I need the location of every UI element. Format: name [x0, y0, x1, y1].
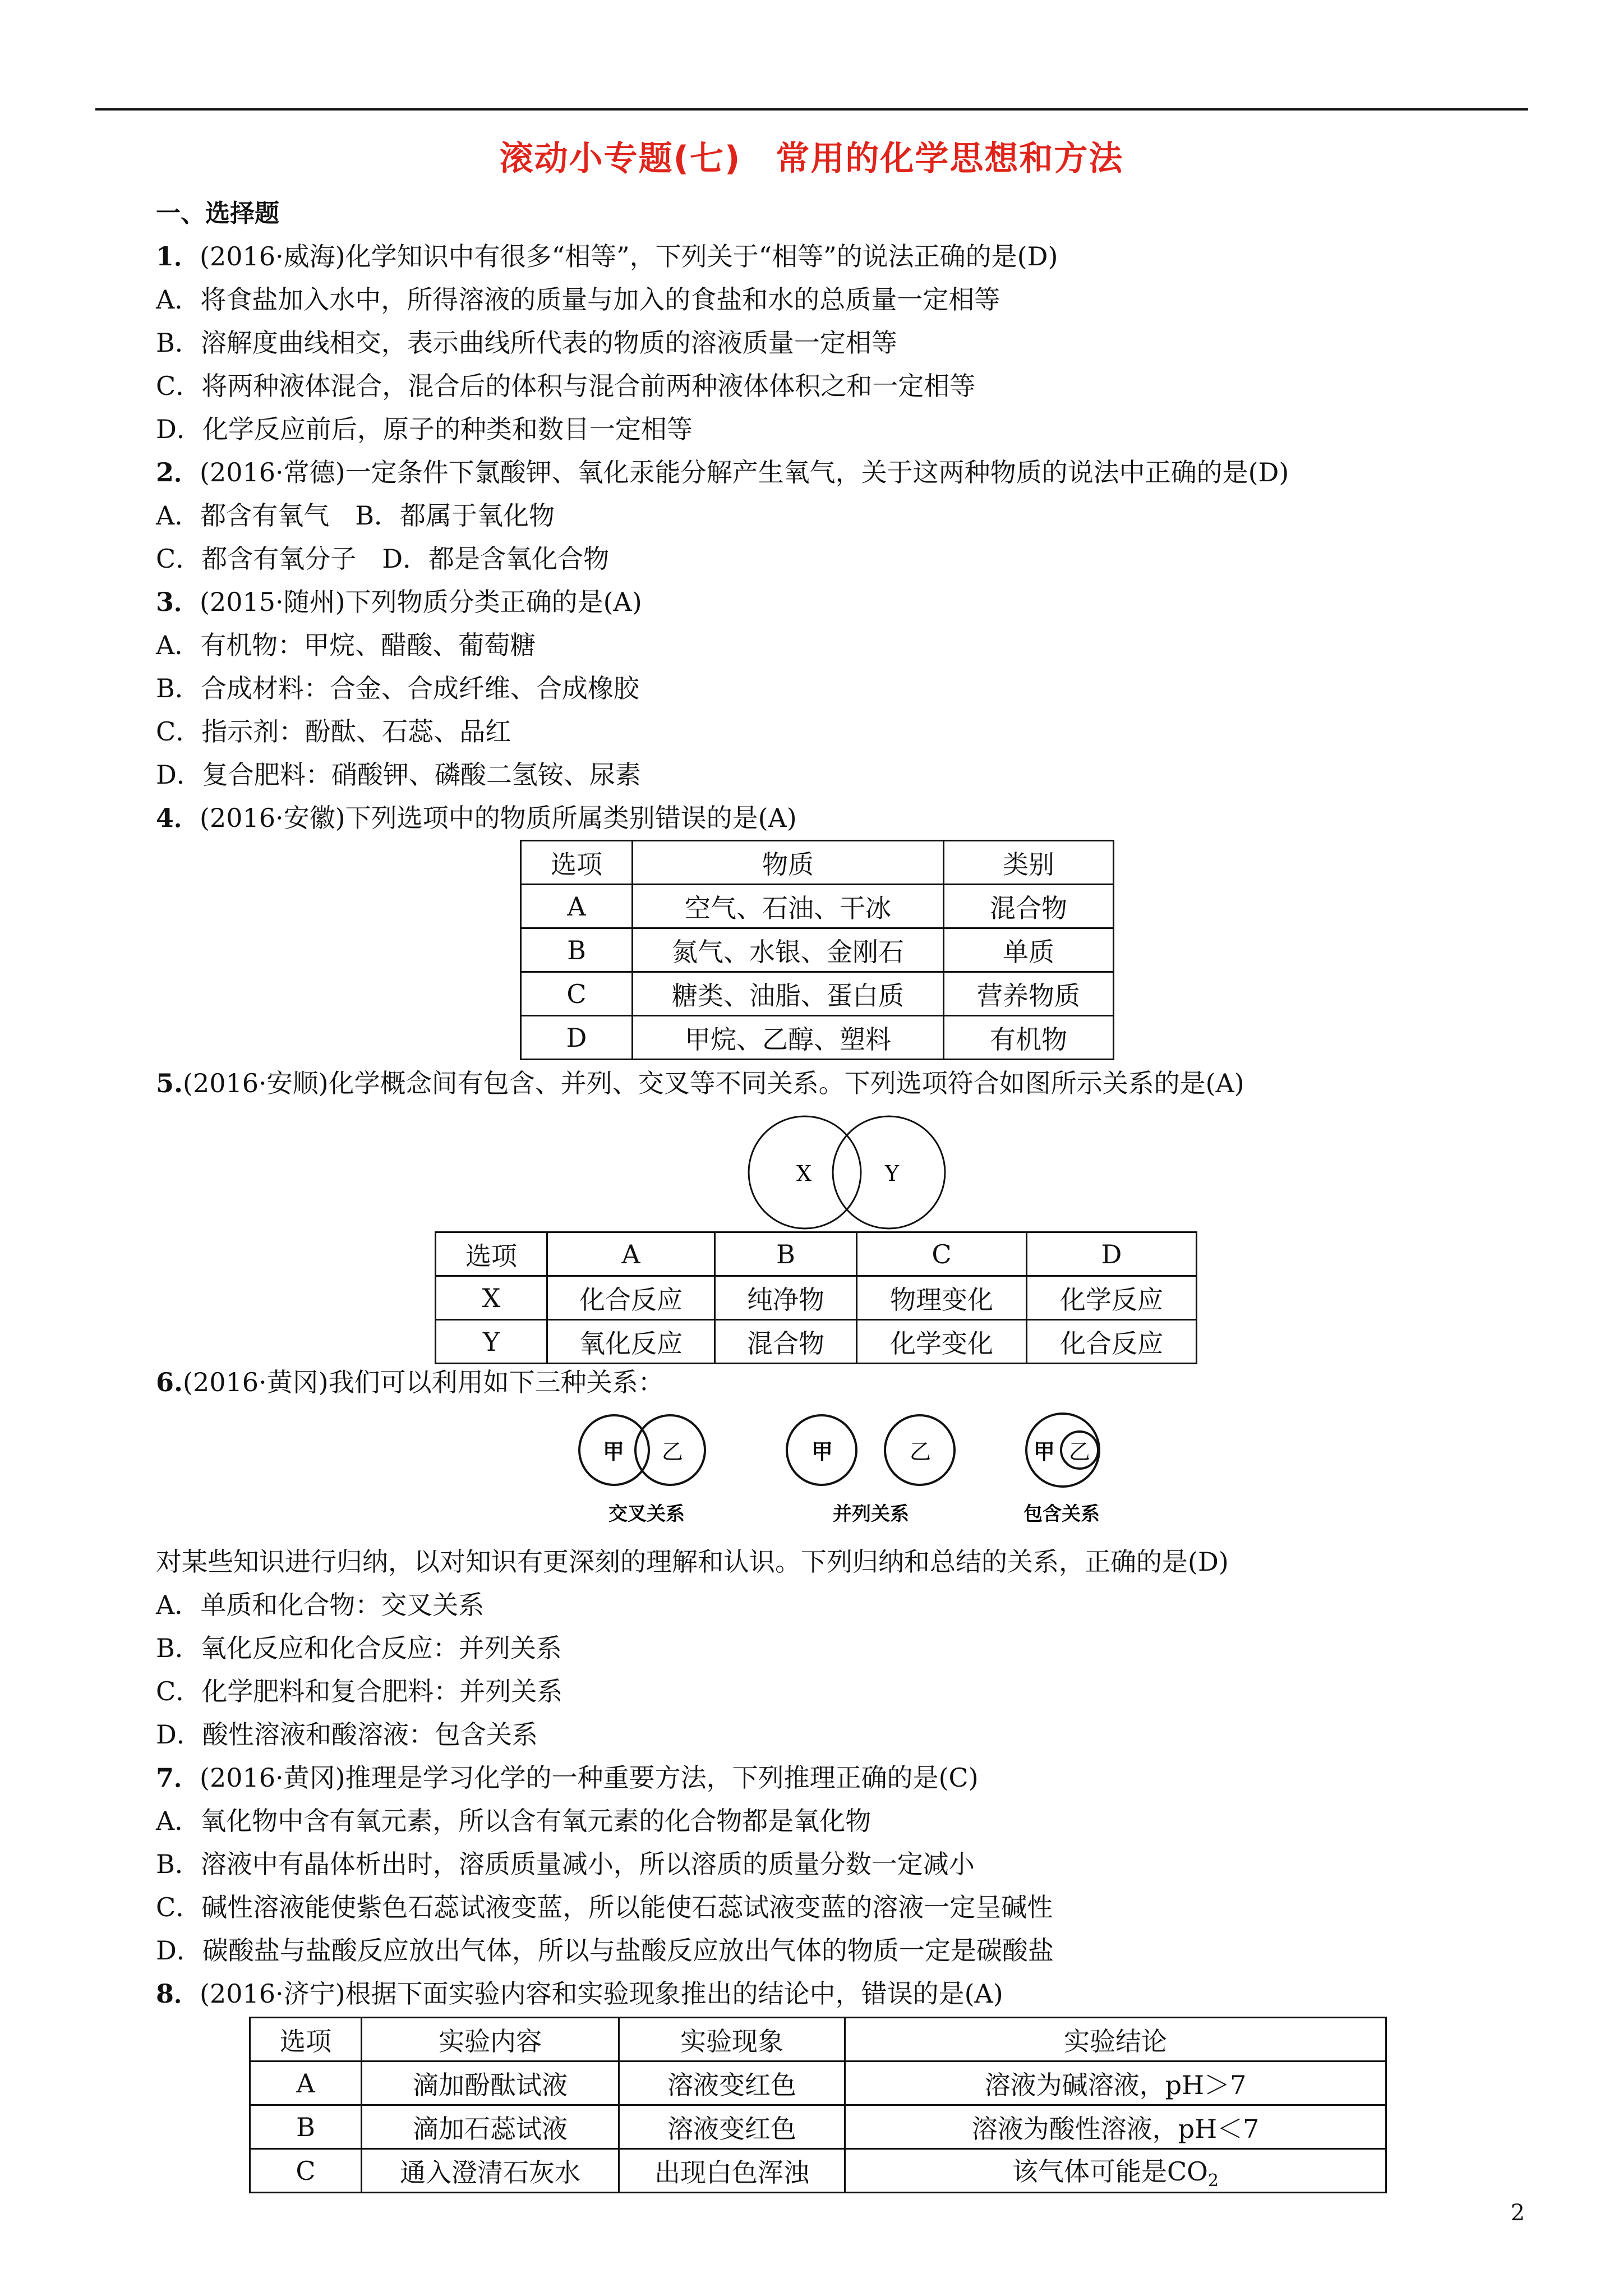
relation-table — [435, 1231, 1197, 1364]
question-number: 8． — [156, 1978, 200, 2009]
table-cell: 甲烷、乙醇、塑料 — [633, 1016, 944, 1060]
question-number: 7． — [156, 1763, 200, 1793]
question-8 — [156, 1977, 1003, 2010]
table-cell: 氮气、水银、金刚石 — [633, 928, 944, 972]
table-cell: 有机物 — [944, 1016, 1114, 1060]
option: A．单质和化合物：交叉关系 — [156, 1590, 485, 1620]
venn-label-y: Y — [885, 1161, 900, 1186]
table-cell: 出现白色浑浊 — [619, 2149, 845, 2193]
label-yi: 乙 — [910, 1439, 932, 1464]
question-4 — [156, 802, 797, 834]
table-row — [521, 972, 1114, 1016]
question-stem: (2016·黄冈)我们可以利用如下三种关系： — [183, 1367, 664, 1397]
table-header-cell: 选项 — [436, 1232, 547, 1276]
table-cell: 混合物 — [944, 885, 1114, 928]
option: D．复合肥料：硝酸钾、磷酸二氢铵、尿素 — [156, 760, 641, 790]
intersection-diagram — [572, 1405, 729, 1534]
table-cell: 滴加石蕊试液 — [362, 2105, 619, 2149]
option: A．都含有氧气 B．都属于氧化物 — [156, 500, 555, 531]
table-cell: C — [521, 972, 633, 1016]
venn-label-x: X — [796, 1161, 812, 1186]
question-stem: (2016·黄冈)推理是学习化学的一种重要方法，下列推理正确的是(C) — [200, 1763, 979, 1793]
option: C．指示剂：酚酞、石蕊、品红 — [156, 716, 511, 747]
table-row — [521, 928, 1114, 972]
question-number: 2． — [156, 457, 200, 487]
option: D．酸性溶液和酸溶液：包含关系 — [156, 1719, 538, 1750]
table-cell: 溶液为酸性溶液，pH＜7 — [845, 2105, 1386, 2149]
table-header-cell: 物质 — [633, 841, 944, 885]
header-rule — [95, 108, 1528, 111]
table-cell: 化合反应 — [1027, 1320, 1197, 1364]
table-cell: 化学反应 — [1027, 1276, 1197, 1320]
table-cell: 滴加酚酞试液 — [362, 2062, 619, 2105]
experiment-table — [249, 2017, 1387, 2193]
label-jia: 甲 — [811, 1439, 833, 1464]
question-number: 5. — [156, 1068, 183, 1098]
question-number: 3． — [156, 587, 200, 617]
table-cell: B — [521, 928, 633, 972]
table-cell: 通入澄清石灰水 — [362, 2149, 619, 2193]
table-cell: 溶液为碱溶液，pH＞7 — [845, 2062, 1386, 2105]
question-1 — [156, 240, 1058, 273]
table-cell: 溶液变红色 — [619, 2105, 845, 2149]
table-header-cell: 选项 — [250, 2018, 362, 2062]
question-6-text: 对某些知识进行归纳，以对知识有更深刻的理解和认识。下列归纳和总结的关系，正确的是(D) — [156, 1547, 1229, 1577]
table-cell — [845, 2149, 1386, 2193]
label-yi: 乙 — [1069, 1439, 1091, 1464]
table-header-cell: 选项 — [521, 841, 633, 885]
table-header-row — [436, 1232, 1197, 1276]
table-row — [436, 1276, 1197, 1320]
question-5 — [156, 1067, 1244, 1099]
co2-subscript: 2 — [1207, 2170, 1219, 2191]
table-cell: 物理变化 — [857, 1276, 1027, 1320]
diagram-caption: 包含关系 — [1023, 1503, 1100, 1525]
option: A．有机物：甲烷、醋酸、葡萄糖 — [156, 630, 536, 660]
table-cell: 混合物 — [715, 1320, 857, 1364]
option: A．将食盐加入水中，所得溶液的质量与加入的食盐和水的总质量一定相等 — [156, 284, 1000, 315]
table-cell: A — [521, 885, 633, 928]
option: B．溶液中有晶体析出时，溶质质量减小，所以溶质的质量分数一定减小 — [156, 1849, 975, 1879]
question-stem: (2016·常德)一定条件下氯酸钾、氧化汞能分解产生氧气，关于这两种物质的说法中正确的是(D) — [200, 457, 1289, 487]
question-7 — [156, 1761, 979, 1794]
conclusion-text: 该气体可能是CO — [1012, 2156, 1208, 2187]
table-cell: 营养物质 — [944, 972, 1114, 1016]
label-jia: 甲 — [603, 1439, 625, 1464]
question-number: 4． — [156, 803, 200, 833]
page-title: 滚动小专题(七) 常用的化学思想和方法 — [499, 139, 1124, 178]
option: C．碱性溶液能使紫色石蕊试液变蓝，所以能使石蕊试液变蓝的溶液一定呈碱性 — [156, 1892, 1053, 1922]
table-cell: 糖类、油脂、蛋白质 — [633, 972, 944, 1016]
table-header-cell: D — [1027, 1232, 1197, 1276]
option: A．氧化物中含有氧元素，所以含有氧元素的化合物都是氧化物 — [156, 1806, 872, 1836]
table-header-row — [250, 2018, 1386, 2062]
option: C．都含有氧分子 D．都是含氧化合物 — [156, 544, 610, 574]
label-yi: 乙 — [662, 1439, 684, 1464]
table-row — [250, 2149, 1386, 2193]
table-row — [521, 885, 1114, 928]
table-cell: Y — [436, 1320, 547, 1364]
question-stem: (2015·随州)下列物质分类正确的是(A) — [200, 587, 642, 617]
table-row — [436, 1320, 1197, 1364]
diagram-caption: 并列关系 — [833, 1503, 909, 1525]
option: C．将两种液体混合，混合后的体积与混合前两种液体体积之和一定相等 — [156, 371, 976, 401]
table-cell: X — [436, 1276, 547, 1320]
table-cell: 溶液变红色 — [619, 2062, 845, 2105]
section-heading: 一、选择题 — [156, 199, 279, 228]
table-header-cell: 实验现象 — [619, 2018, 845, 2062]
table-header-row — [521, 841, 1114, 885]
parallel-diagram — [782, 1405, 984, 1534]
question-2 — [156, 456, 1289, 489]
table-row — [250, 2062, 1386, 2105]
table-header-cell: B — [715, 1232, 857, 1276]
option: B．合成材料：合金、合成纤维、合成橡胶 — [156, 673, 639, 703]
question-number: 6. — [156, 1367, 183, 1397]
table-cell: 氧化反应 — [547, 1320, 715, 1364]
question-stem: (2016·安徽)下列选项中的物质所属类别错误的是(A) — [200, 803, 797, 833]
question-stem: (2016·安顺)化学概念间有包含、并列、交叉等不同关系。下列选项符合如图所示关系的是(A) — [183, 1068, 1244, 1098]
table-cell: C — [250, 2149, 362, 2193]
option: B．溶解度曲线相交，表示曲线所代表的物质的溶液质量一定相等 — [156, 328, 897, 358]
option: D．化学反应前后，原子的种类和数目一定相等 — [156, 414, 693, 444]
table-cell: A — [250, 2062, 362, 2105]
page-number: 2 — [1510, 2200, 1525, 2226]
question-stem: (2016·威海)化学知识中有很多“相等”，下列关于“相等”的说法正确的是(D) — [200, 241, 1058, 272]
table-cell: 空气、石油、干冰 — [633, 885, 944, 928]
table-row — [250, 2105, 1386, 2149]
label-jia: 甲 — [1034, 1439, 1055, 1464]
question-6 — [156, 1366, 664, 1398]
venn-diagram — [740, 1114, 953, 1231]
option: D．碳酸盐与盐酸反应放出气体，所以与盐酸反应放出气体的物质一定是碳酸盐 — [156, 1935, 1054, 1966]
diagram-caption: 交叉关系 — [608, 1503, 685, 1525]
classification-table — [520, 840, 1114, 1060]
table-header-cell: 类别 — [944, 841, 1114, 885]
table-header-cell: A — [547, 1232, 715, 1276]
table-cell: 单质 — [944, 928, 1114, 972]
option: B．氧化反应和化合反应：并列关系 — [156, 1633, 562, 1663]
question-stem: (2016·济宁)根据下面实验内容和实验现象推出的结论中，错误的是(A) — [200, 1978, 1003, 2009]
table-cell: 化合反应 — [547, 1276, 715, 1320]
question-number: 1． — [156, 241, 200, 272]
question-3 — [156, 586, 642, 618]
table-cell: 纯净物 — [715, 1276, 857, 1320]
table-header-cell: 实验结论 — [845, 2018, 1386, 2062]
table-cell: B — [250, 2105, 362, 2149]
table-cell: 化学变化 — [857, 1320, 1027, 1364]
table-row — [521, 1016, 1114, 1060]
option: C．化学肥料和复合肥料：并列关系 — [156, 1676, 563, 1706]
inclusion-diagram — [1015, 1405, 1138, 1534]
table-header-cell: C — [857, 1232, 1027, 1276]
table-cell: D — [521, 1016, 633, 1060]
table-header-cell: 实验内容 — [362, 2018, 619, 2062]
